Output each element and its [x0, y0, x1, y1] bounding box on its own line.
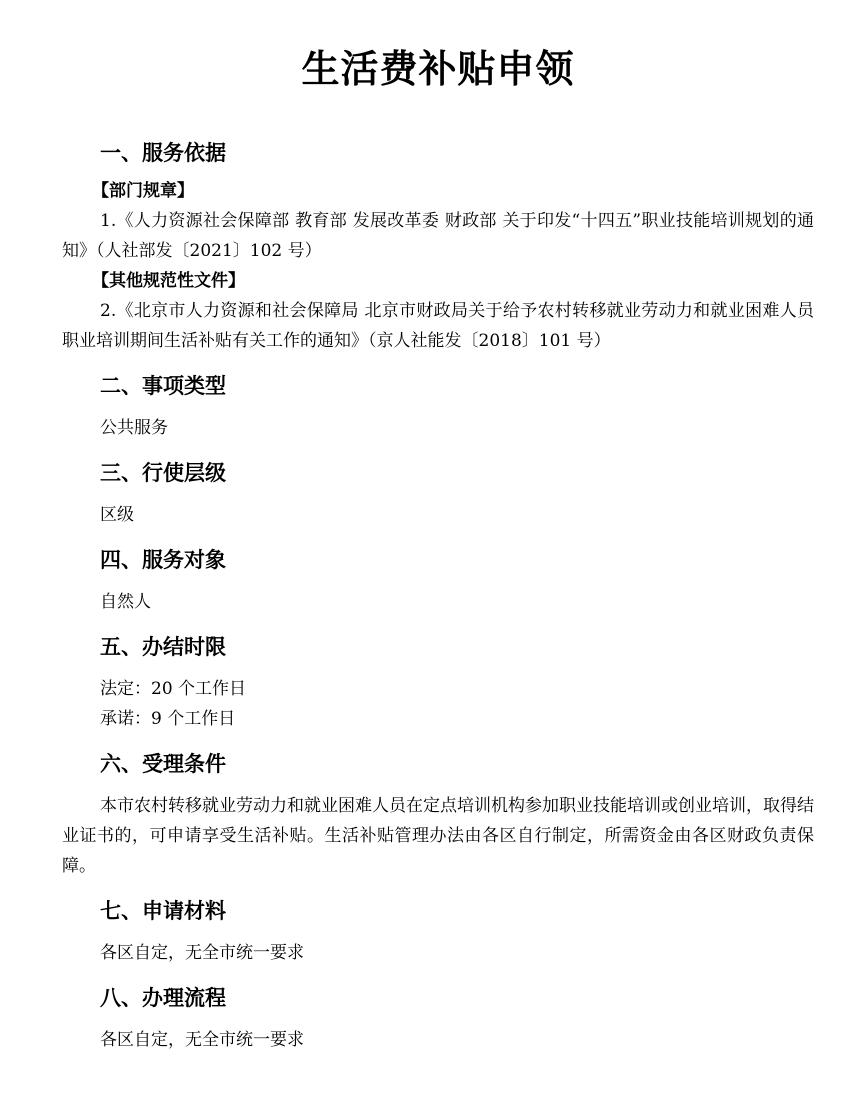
acceptance-conditions-text: 本市农村转移就业劳动力和就业困难人员在定点培训机构参加职业技能培训或创业培训，取得结业证书的，可申请享受生活补贴。生活补贴管理办法由各区自行制定，所需资金由各区财政负责保障。	[62, 796, 814, 876]
application-materials-value: 各区自定，无全市统一要求	[100, 943, 304, 963]
time-limit-statutory: 法定：20 个工作日	[100, 679, 247, 699]
sub-heading-other-normative-documents: 【其他规范性文件】	[92, 271, 245, 291]
item-type-value: 公共服务	[100, 418, 168, 438]
exercise-level-value: 区级	[100, 505, 134, 525]
time-limit-committed: 承诺：9 个工作日	[100, 709, 236, 729]
section-heading-time-limit: 五、办结时限	[100, 635, 226, 659]
section-heading-service-basis: 一、服务依据	[100, 141, 226, 165]
section-heading-exercise-level: 三、行使层级	[100, 461, 226, 485]
sub-heading-department-rules: 【部门规章】	[92, 181, 194, 201]
document-title: 生活费补贴申领	[301, 46, 575, 91]
process-value: 各区自定，无全市统一要求	[100, 1030, 304, 1050]
basis-item-1: 1.《人力资源社会保障部 教育部 发展改革委 财政部 关于印发“十四五”职业技能培训规划的通知》（人社部发〔2021〕102 号）	[62, 211, 814, 261]
section-heading-process: 八、办理流程	[100, 986, 226, 1010]
section-heading-application-materials: 七、申请材料	[100, 899, 226, 923]
section-heading-service-target: 四、服务对象	[100, 548, 226, 572]
section-heading-acceptance-conditions: 六、受理条件	[100, 752, 226, 776]
service-target-value: 自然人	[100, 592, 151, 612]
section-heading-item-type: 二、事项类型	[100, 374, 226, 398]
basis-item-2: 2.《北京市人力资源和社会保障局 北京市财政局关于给予农村转移就业劳动力和就业困难人员职业培训期间生活补贴有关工作的通知》（京人社能发〔2018〕101 号）	[62, 301, 814, 351]
